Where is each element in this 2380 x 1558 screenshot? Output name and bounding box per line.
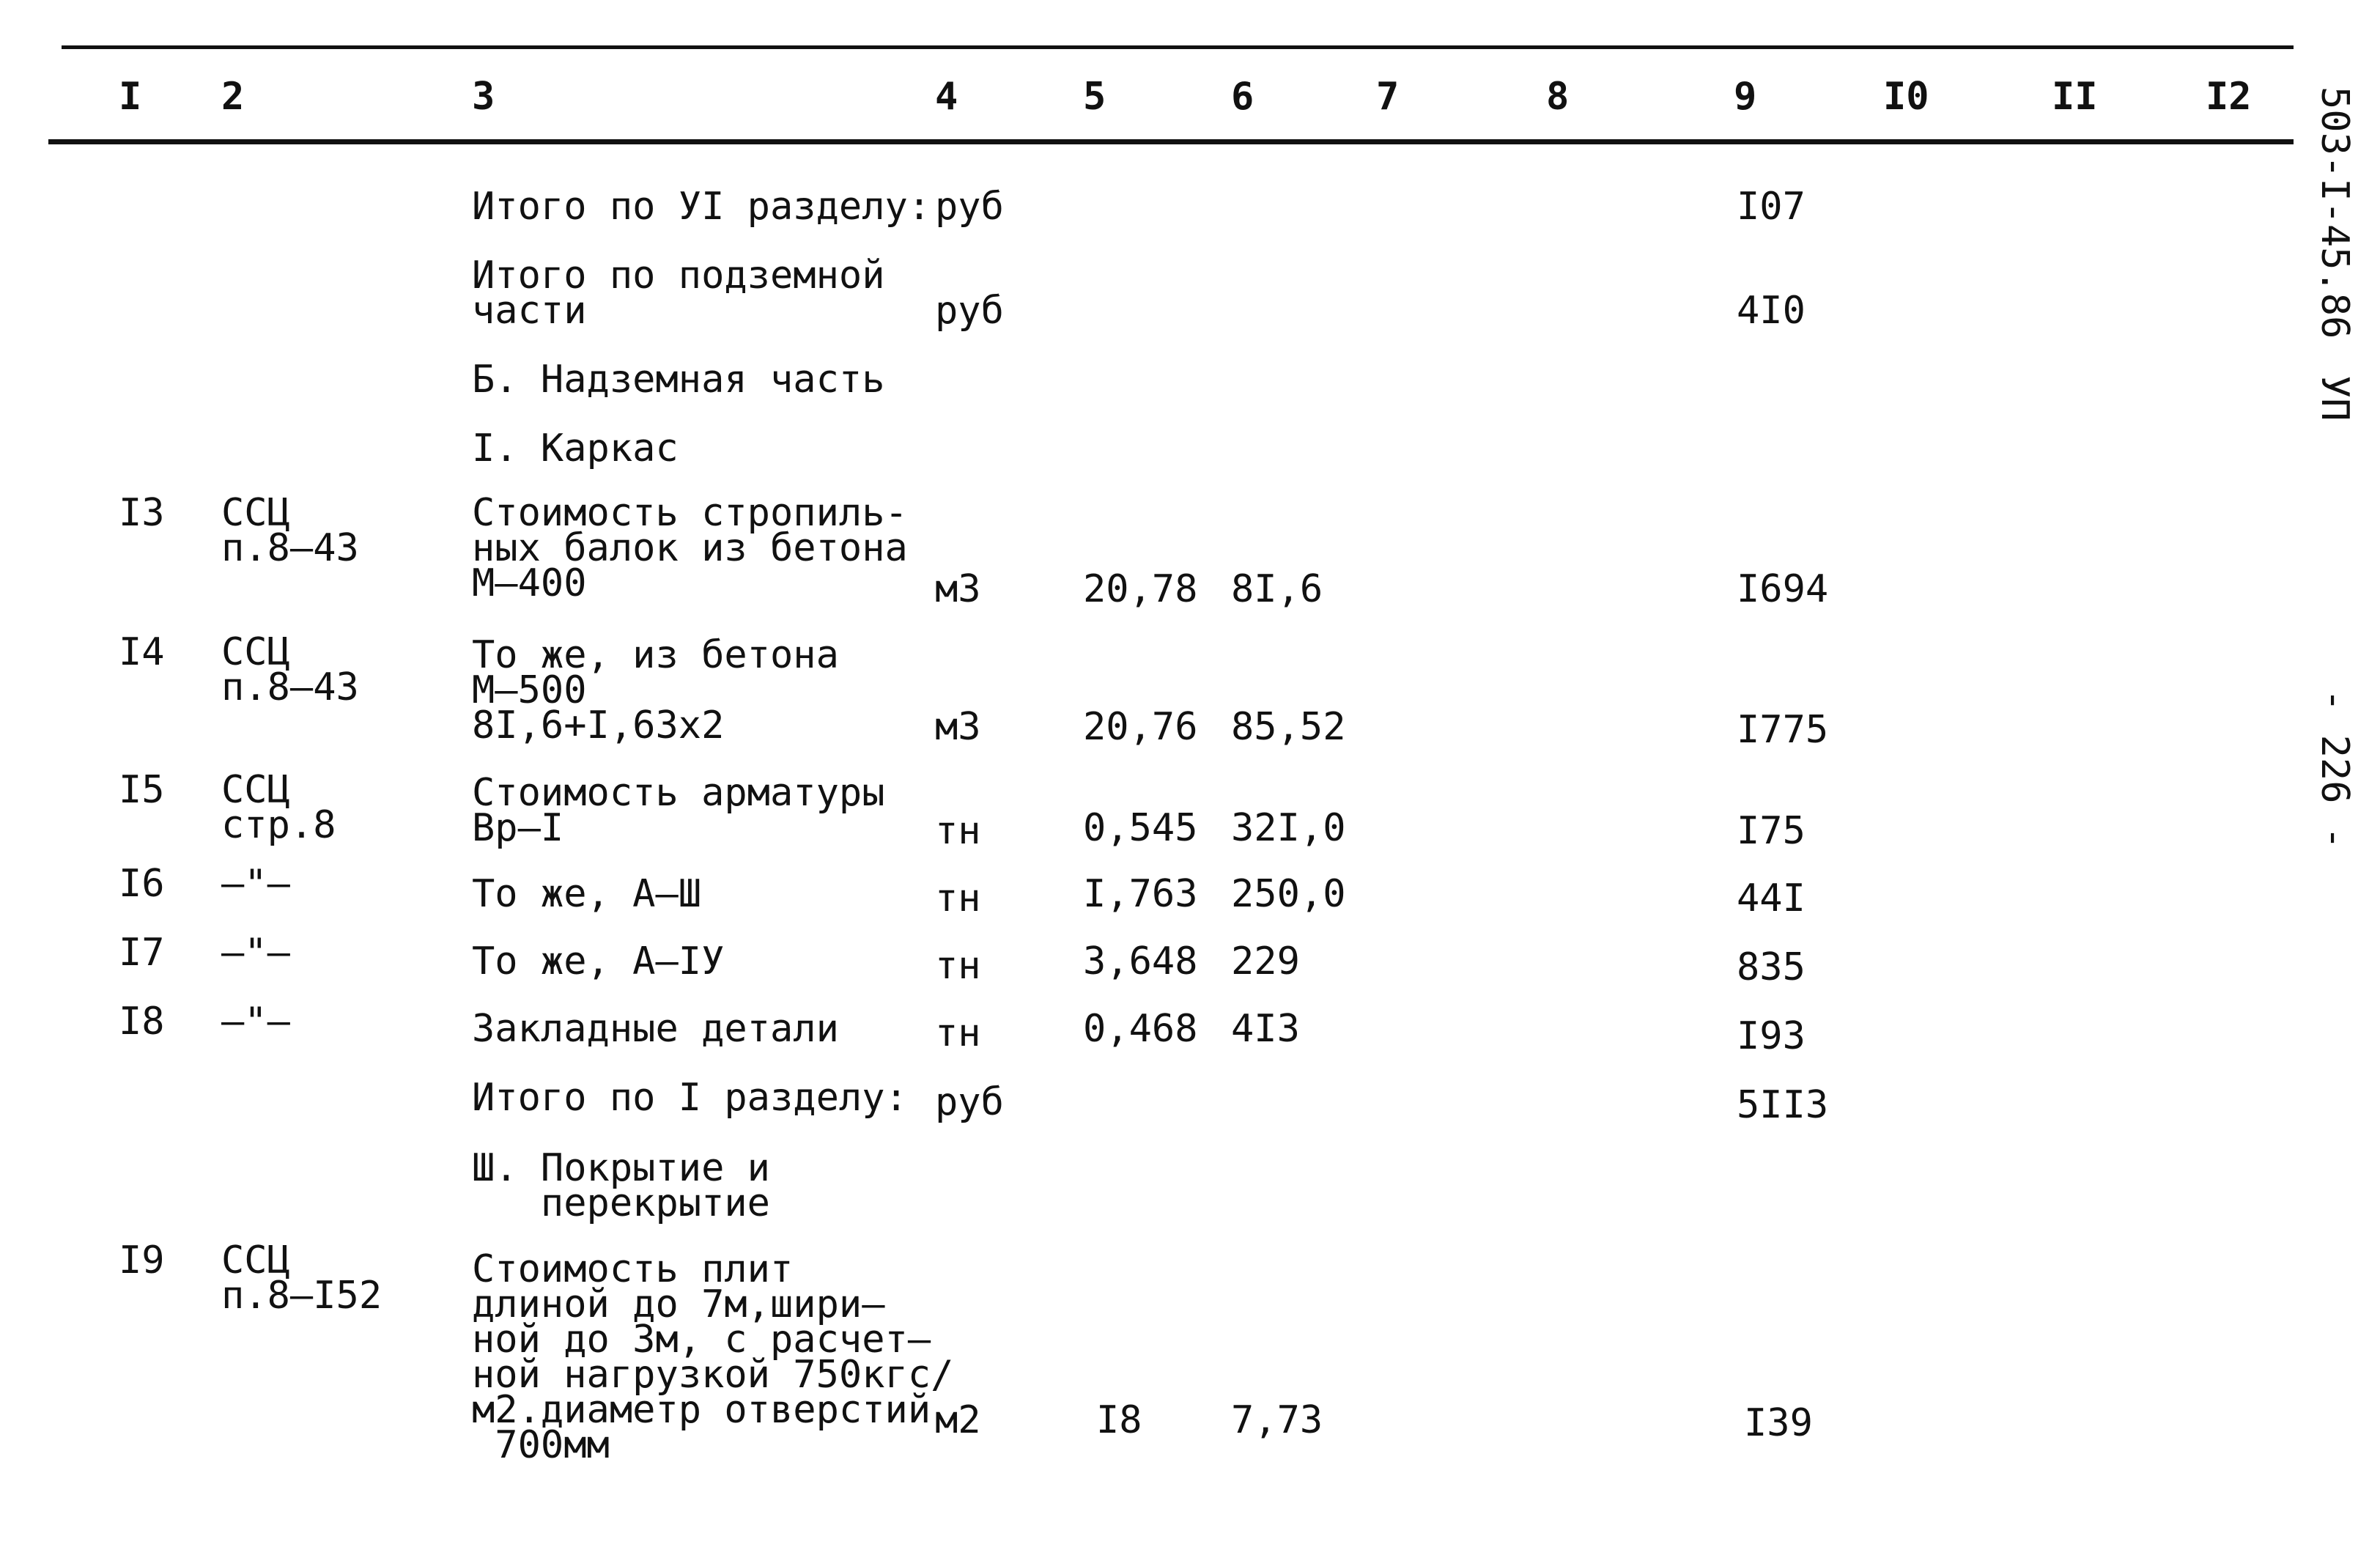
row-number: I8 [119, 1000, 165, 1044]
document-code: 503-I-45.86 [2313, 86, 2357, 339]
row-unit: руб [935, 289, 1004, 333]
row-unit: руб [935, 185, 1004, 229]
col-header-6: 6 [1231, 75, 1254, 119]
row-total: 44I [1737, 876, 1806, 920]
col-header-5: 5 [1083, 75, 1106, 119]
section-heading: Б. Надземная часть [472, 358, 885, 402]
row-unit: тн [935, 876, 981, 920]
row-quantity: I,763 [1083, 872, 1198, 916]
col-header-2: 2 [221, 75, 245, 119]
row-unit: тн [935, 809, 981, 853]
row-quantity: I8 [1096, 1398, 1142, 1442]
row-quantity: 3,648 [1083, 939, 1198, 983]
col-header-3: 3 [472, 75, 495, 119]
section-heading: I. Каркас [472, 427, 679, 470]
row-price: 85,52 [1231, 705, 1346, 749]
row-unit: м3 [935, 705, 981, 749]
album-number: УП [2313, 375, 2357, 421]
row-reference: ССЦ п.8–43 [221, 630, 359, 709]
row-total: I75 [1737, 809, 1806, 853]
section-heading: Ш. Покрытие и перекрытие [472, 1146, 770, 1225]
col-header-7: 7 [1376, 75, 1400, 119]
row-total: 4I0 [1737, 289, 1806, 333]
row-price: 8I,6 [1231, 567, 1323, 611]
row-number: I3 [119, 491, 165, 535]
row-total: I39 [1744, 1401, 1813, 1445]
row-number: I7 [119, 931, 165, 975]
row-description: Итого по подземной части [472, 254, 885, 333]
row-description: То же, А–Ш [472, 872, 702, 916]
row-description: То же, А–IУ [472, 939, 725, 983]
row-unit: м3 [935, 567, 981, 611]
col-header-11: II [2052, 75, 2098, 119]
row-description: Стоимость плит длиной до 7м,шири– ной до 3м, с расчет– ной нагрузкой 750кгс/ м2.диаметр отверстий 700мм [472, 1247, 954, 1467]
page-number: - 226 - [2313, 689, 2357, 850]
row-quantity: 20,78 [1083, 567, 1198, 611]
row-reference: –"– [221, 862, 290, 906]
row-price: 250,0 [1231, 872, 1346, 916]
row-reference: –"– [221, 1000, 290, 1044]
row-reference: ССЦ п.8–43 [221, 491, 359, 570]
row-total: 835 [1737, 945, 1806, 989]
row-description: Итого по I разделу: [472, 1076, 908, 1120]
row-description: Закладные детали [472, 1007, 839, 1051]
row-number: I6 [119, 862, 165, 906]
top-rule [62, 45, 2294, 49]
row-total: 5II3 [1737, 1083, 1829, 1127]
header-rule [48, 139, 2294, 144]
row-unit: тн [935, 944, 981, 988]
row-quantity: 0,468 [1083, 1007, 1198, 1051]
row-total: I694 [1737, 567, 1829, 611]
row-reference: ССЦ п.8–I52 [221, 1238, 382, 1318]
col-header-8: 8 [1546, 75, 1570, 119]
row-total: I93 [1737, 1014, 1806, 1058]
row-price: 4I3 [1231, 1007, 1300, 1051]
row-quantity: 0,545 [1083, 806, 1198, 850]
row-number: I4 [119, 630, 165, 674]
col-header-4: 4 [935, 75, 958, 119]
row-reference: ССЦ стр.8 [221, 768, 336, 847]
row-quantity: 20,76 [1083, 705, 1198, 749]
row-price: 229 [1231, 939, 1300, 983]
row-total: I07 [1737, 185, 1806, 229]
col-header-9: 9 [1734, 75, 1757, 119]
row-unit: руб [935, 1080, 1004, 1124]
row-price: 7,73 [1231, 1398, 1323, 1442]
row-number: I5 [119, 768, 165, 812]
col-header-1: I [119, 75, 142, 119]
row-unit: м2 [935, 1398, 981, 1442]
row-reference: –"– [221, 931, 290, 975]
col-header-10: I0 [1883, 75, 1929, 119]
row-description: Итого по УI разделу: [472, 185, 931, 229]
col-header-12: I2 [2206, 75, 2252, 119]
row-description: То же, из бетона М–500 8I,6+I,63х2 [472, 633, 839, 747]
row-number: I9 [119, 1238, 165, 1282]
row-description: Стоимость стропиль- ных балок из бетона М–400 [472, 491, 908, 605]
row-unit: тн [935, 1011, 981, 1055]
row-price: 32I,0 [1231, 806, 1346, 850]
row-total: I775 [1737, 708, 1829, 752]
row-description: Стоимость арматуры Вр–I [472, 771, 885, 850]
